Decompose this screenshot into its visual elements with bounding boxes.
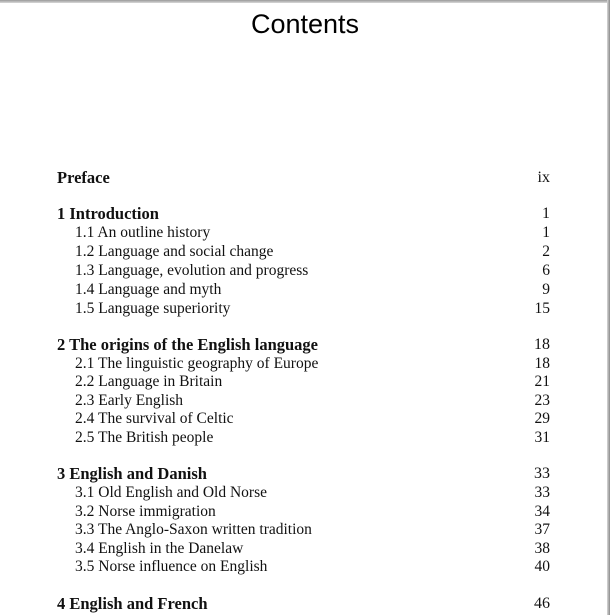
toc-page-number: 37 — [534, 521, 550, 538]
toc-section-entry[interactable] — [0, 242, 610, 262]
toc-entry-title: 1.5 Language superiority — [75, 300, 231, 317]
toc-chapter-entry[interactable] — [0, 204, 610, 224]
toc-page-number: 1 — [542, 224, 550, 241]
toc-entry-title: 3.4 English in the Danelaw — [75, 540, 244, 557]
toc-entry-title: 4 English and French — [57, 594, 208, 613]
toc-chapter-entry[interactable] — [0, 168, 610, 188]
toc-entry-title: 2.4 The survival of Celtic — [75, 410, 234, 427]
toc-page-number: 21 — [534, 373, 550, 390]
toc-chapter-entry[interactable] — [0, 594, 610, 614]
toc-section-entry[interactable] — [0, 409, 610, 429]
toc-entry-title: 2 The origins of the English language — [57, 335, 318, 354]
toc-page-number: 33 — [534, 484, 550, 501]
toc-entry-title: 2.1 The linguistic geography of Europe — [75, 355, 319, 372]
toc-entry-title: 3.3 The Anglo-Saxon written tradition — [75, 521, 312, 538]
toc-page-number: 46 — [534, 595, 550, 612]
toc-chapter-entry[interactable] — [0, 464, 610, 484]
toc-section-entry[interactable] — [0, 354, 610, 374]
toc-page-number: 18 — [534, 336, 550, 353]
toc-page-number: 29 — [534, 410, 550, 427]
toc-page-number: 6 — [542, 262, 550, 279]
toc-section-entry[interactable] — [0, 261, 610, 281]
toc-page-number: 9 — [542, 281, 550, 298]
toc-section-entry[interactable] — [0, 299, 610, 319]
toc-section-entry[interactable] — [0, 502, 610, 522]
toc-page-number: 40 — [534, 558, 550, 575]
toc-page-number: ix — [537, 169, 550, 186]
toc-section-entry[interactable] — [0, 223, 610, 243]
toc-entry-title: 1.3 Language, evolution and progress — [75, 262, 309, 279]
toc-page-number: 23 — [534, 392, 550, 409]
page-title: Contents — [250, 9, 360, 39]
toc-entry-title: 3.5 Norse influence on English — [75, 558, 268, 575]
toc-section-entry[interactable] — [0, 372, 610, 392]
toc-page-number: 15 — [534, 300, 550, 317]
toc-entry-title: Preface — [57, 168, 110, 187]
toc-page-number: 2 — [542, 243, 550, 260]
toc-entry-title: 3 English and Danish — [57, 464, 207, 483]
toc-page-number: 38 — [534, 540, 550, 557]
toc-entry-title: 1.1 An outline history — [75, 224, 211, 241]
toc-page-number: 34 — [534, 503, 550, 520]
toc-chapter-entry[interactable] — [0, 335, 610, 355]
toc-page-number: 18 — [534, 355, 550, 372]
toc-section-entry[interactable] — [0, 557, 610, 577]
toc-entry-title: 1 Introduction — [57, 204, 159, 223]
toc-entry-title: 3.2 Norse immigration — [75, 503, 216, 520]
toc-entry-title: 1.4 Language and myth — [75, 281, 222, 298]
toc-section-entry[interactable] — [0, 539, 610, 559]
toc-entry-title: 3.1 Old English and Old Norse — [75, 484, 268, 501]
toc-section-entry[interactable] — [0, 280, 610, 300]
toc-section-entry[interactable] — [0, 520, 610, 540]
toc-entry-title: 1.2 Language and social change — [75, 243, 274, 260]
toc-entry-title: 2.2 Language in Britain — [75, 373, 223, 390]
toc-entry-title: 2.3 Early English — [75, 392, 184, 409]
toc-section-entry[interactable] — [0, 483, 610, 503]
toc-page-number: 1 — [542, 205, 550, 222]
toc-section-entry[interactable] — [0, 391, 610, 411]
toc-entry-title: 2.5 The British people — [75, 429, 214, 446]
toc-page-number: 31 — [534, 429, 550, 446]
toc-section-entry[interactable] — [0, 428, 610, 448]
toc-page-number: 33 — [534, 465, 550, 482]
